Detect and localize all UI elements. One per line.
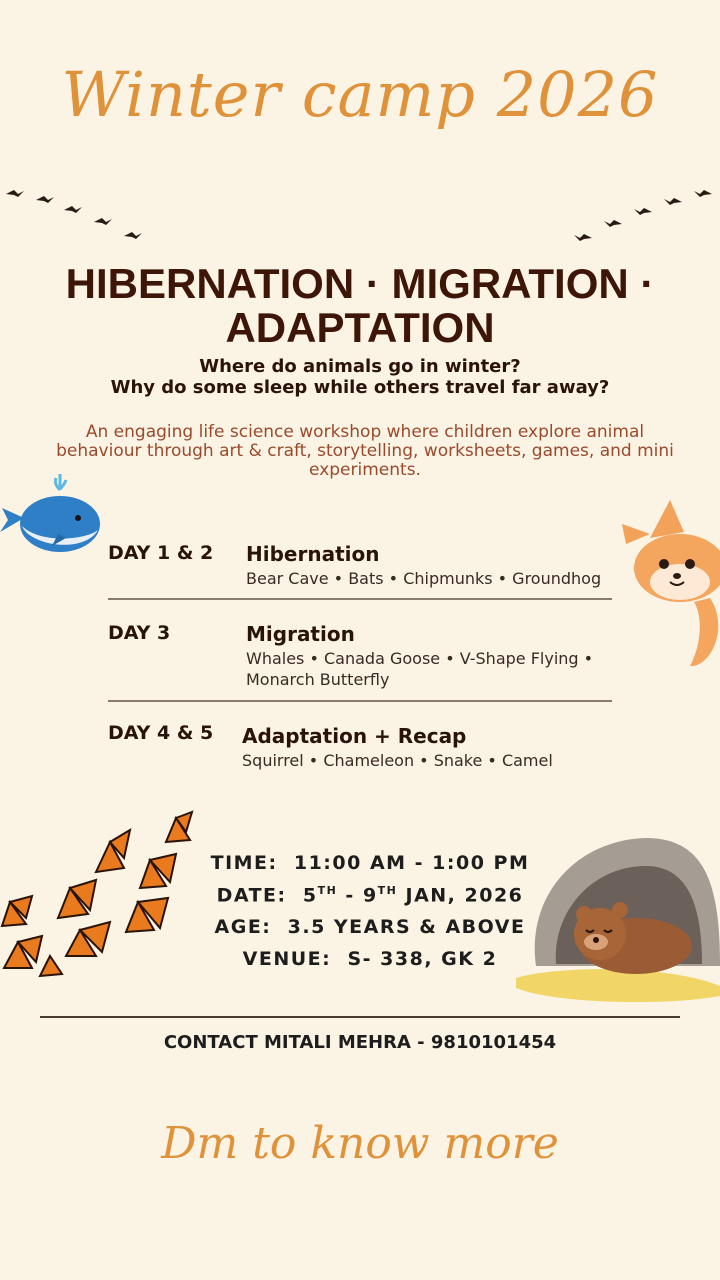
day-topics: Squirrel • Chameleon • Snake • Camel [242, 751, 553, 770]
age-value: 3.5 YEARS & ABOVE [287, 916, 526, 938]
schedule-row-day-1-2 [108, 540, 612, 600]
sleeping-bear-cave-illustration [516, 836, 720, 1006]
age-info [190, 916, 550, 938]
day-label: DAY 3 [108, 622, 171, 644]
divider [108, 700, 612, 702]
date-separator: - [337, 884, 363, 907]
age-label: AGE: [214, 916, 272, 938]
contact-divider [40, 1016, 680, 1018]
date-label: DATE: [216, 884, 287, 907]
day-title: Adaptation + Recap [242, 724, 467, 748]
day-topics: Bear Cave • Bats • Chipmunks • Groundhog [246, 569, 602, 588]
day-title: Migration [246, 622, 355, 646]
schedule-row-day-4-5 [108, 722, 612, 782]
fox-illustration [620, 498, 720, 674]
headline-line-2: ADAPTATION [225, 304, 495, 351]
contact-info: CONTACT MITALI MEHRA - 9810101454 [163, 1032, 557, 1053]
theme-headline [0, 262, 720, 350]
venue-value: S- 338, GK 2 [347, 948, 498, 970]
date-end: 9 [362, 884, 378, 907]
question-2: Why do some sleep while others travel far away? [110, 377, 610, 398]
day-label: DAY 4 & 5 [108, 722, 214, 744]
question-1: Where do animals go in winter? [199, 356, 521, 377]
day-topics: Whales • Canada Goose • V-Shape Flying • Monarch Butterfly [246, 649, 594, 689]
birds-left-illustration [4, 186, 154, 248]
day-label: DAY 1 & 2 [108, 542, 214, 564]
time-value: 11:00 AM - 1:00 PM [293, 852, 530, 874]
butterflies-illustration [0, 806, 200, 982]
date-rest: JAN, 2026 [397, 884, 524, 907]
headline-line-1: HIBERNATION · MIGRATION · [65, 260, 655, 307]
date-info [190, 884, 550, 906]
time-info [190, 852, 550, 874]
time-label: TIME: [210, 852, 278, 874]
venue-label: VENUE: [242, 948, 332, 970]
divider [108, 598, 612, 600]
birds-right-illustration [572, 186, 718, 248]
date-end-suffix: TH [377, 884, 398, 897]
dm-cta: Dm to know more [161, 1118, 559, 1169]
whale-illustration [0, 474, 104, 556]
date-start: 5 [302, 884, 318, 907]
venue-info [190, 948, 550, 970]
day-title: Hibernation [246, 542, 380, 566]
page-title: Winter camp 2026 [61, 58, 659, 131]
intro-text: An engaging life science workshop where children explore animal behaviour through art & craft, storytelling, worksheets, games, and mini experiments. [56, 422, 674, 480]
questions [0, 356, 720, 398]
date-start-suffix: TH [317, 884, 338, 897]
schedule-row-day-3 [108, 620, 612, 698]
